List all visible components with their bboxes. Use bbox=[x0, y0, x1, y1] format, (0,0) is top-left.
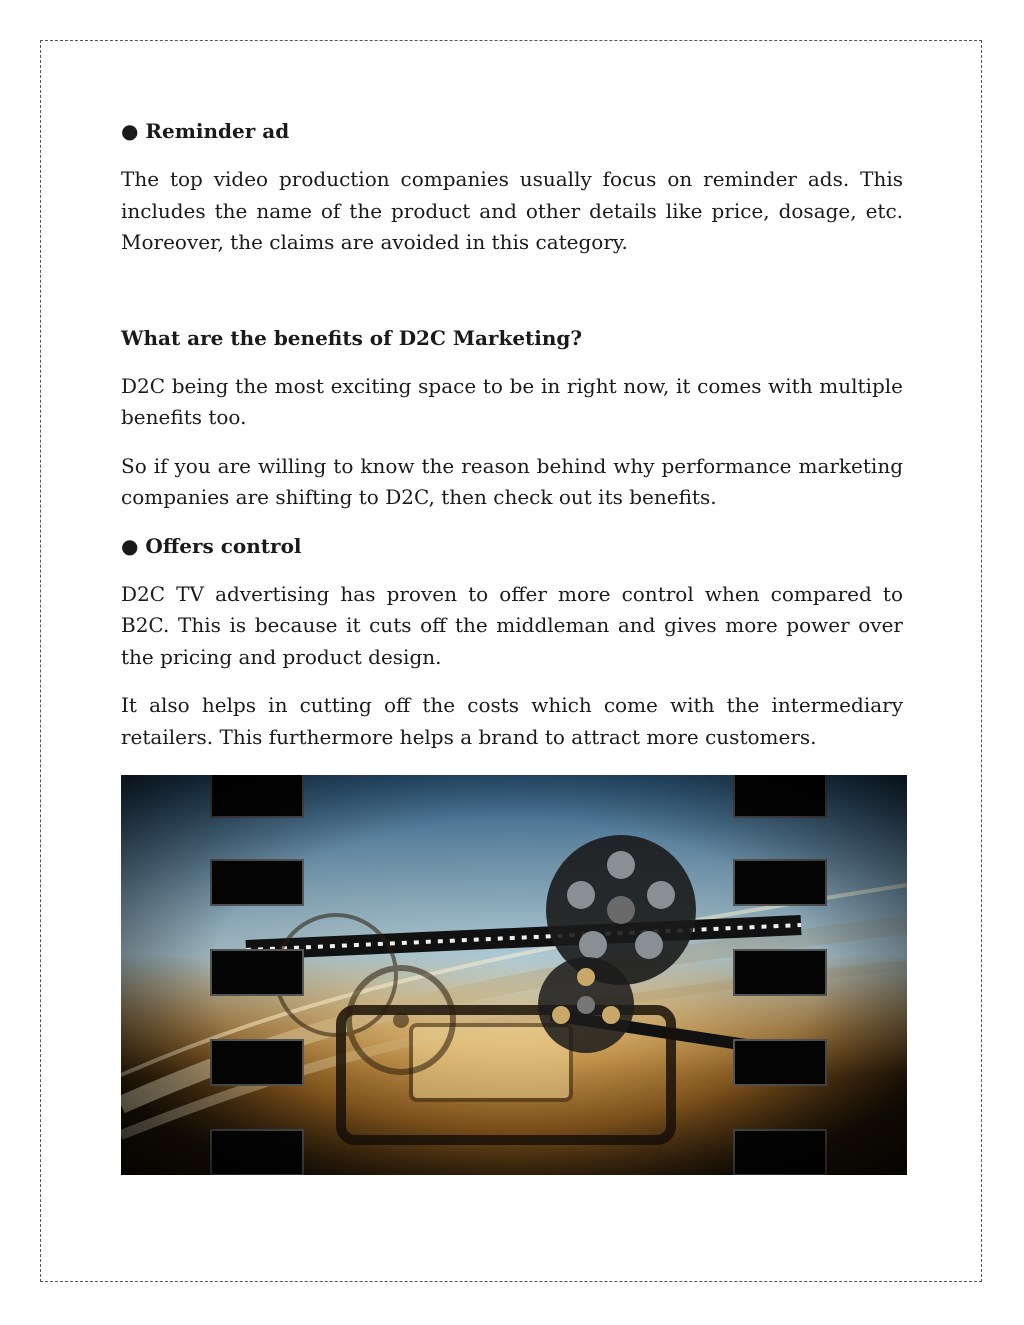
film-projector-image bbox=[121, 775, 907, 1175]
benefits-paragraph-2: So if you are willing to know the reason behind why performance marketing companies are shifting to D2C, then check out its benefits. bbox=[121, 453, 903, 509]
reminder-ad-heading: ● Reminder ad bbox=[121, 119, 290, 143]
offers-control-paragraph-2: It also helps in cutting off the costs which come with the intermediary retailers. This furthermore helps a brand to attract more customers. bbox=[121, 693, 903, 749]
offers-control-heading: ● Offers control bbox=[121, 533, 302, 558]
reminder-ad-paragraph: The top video production companies usually focus on reminder ads. This includes the name of the product and other details like price, dosage, etc. Moreover, the claims are avoided in this category. bbox=[121, 167, 903, 254]
film-projector-illustration bbox=[121, 775, 907, 1175]
offers-control-paragraph-1: D2C TV advertising has proven to offer more control when compared to B2C. This is because it cuts off the middleman and gives more power over the pricing and product design. bbox=[121, 581, 903, 669]
benefits-paragraph-1: D2C being the most exciting space to be in right now, it comes with multiple benefits too. bbox=[121, 373, 903, 429]
document-body bbox=[121, 116, 903, 770]
benefits-heading: What are the benefits of D2C Marketing? bbox=[121, 325, 583, 350]
